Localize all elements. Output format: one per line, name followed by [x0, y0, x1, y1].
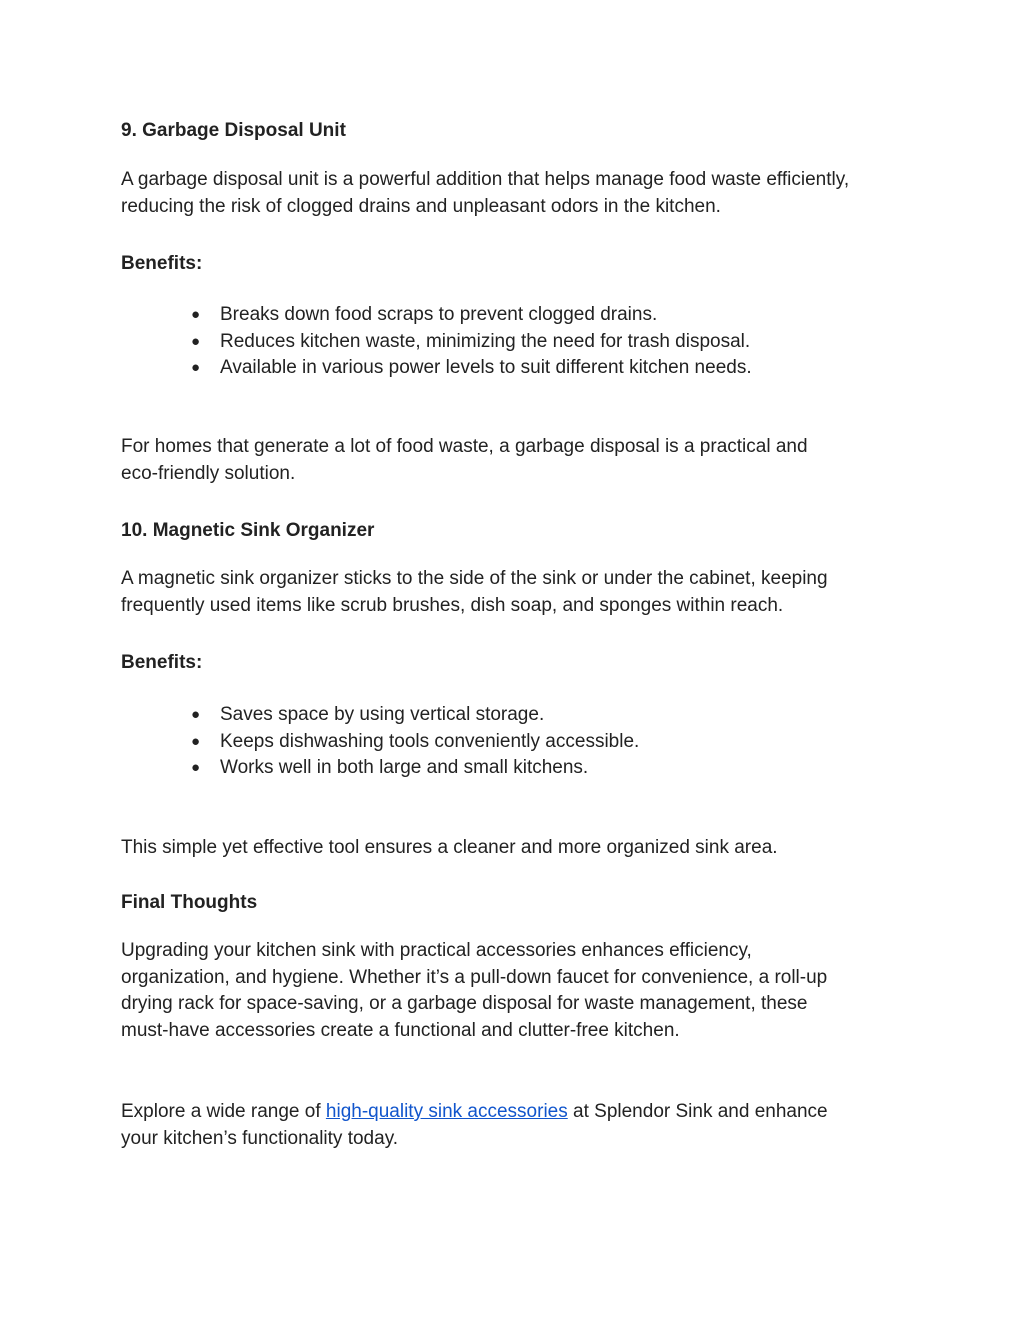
paragraph-line: reducing the risk of clogged drains and unpleasant odors in the kitchen. [121, 195, 721, 217]
list-item [121, 755, 639, 782]
paragraph-line: A magnetic sink organizer sticks to the side of the sink or under the cabinet, keeping [121, 568, 828, 589]
section-heading-magnetic-organizer: 10. Magnetic Sink Organizer [121, 520, 375, 541]
list-item-text: Keeps dishwashing tools conveniently accessible. [220, 730, 640, 752]
paragraph-line: organization, and hygiene. Whether it’s a pull-down faucet for convenience, a roll-up [121, 966, 828, 988]
bullet-icon: ● [191, 359, 201, 376]
paragraph-line: eco-friendly solution. [121, 462, 296, 484]
paragraph-line: Upgrading your kitchen sink with practical accessories enhances efficiency, [121, 940, 752, 961]
list-item [121, 729, 639, 756]
list-item [121, 302, 752, 329]
benefits-label: Benefits: [121, 253, 203, 274]
paragraph-line [121, 1099, 901, 1126]
bullet-icon: ● [191, 732, 201, 750]
call-to-action-paragraph [121, 1099, 901, 1152]
paragraph-line: A garbage disposal unit is a powerful addition that helps manage food waste efficiently, [121, 169, 850, 190]
paragraph-line: must-have accessories create a functional and clutter-free kitchen. [121, 1019, 680, 1041]
final-thoughts-paragraph [121, 938, 901, 1044]
section-heading-garbage-disposal: 9. Garbage Disposal Unit [121, 120, 346, 141]
section-intro-garbage-disposal [121, 167, 901, 220]
paragraph-line: drying rack for space-saving, or a garbage disposal for waste management, these [121, 993, 808, 1014]
list-item [121, 702, 639, 729]
paragraph-line: This simple yet effective tool ensures a cleaner and more organized sink area. [121, 837, 778, 858]
benefits-list-garbage-disposal [121, 302, 752, 382]
section-closing-garbage-disposal [121, 434, 901, 487]
list-item-text: Breaks down food scraps to prevent clogged drains. [220, 304, 658, 325]
final-thoughts-heading: Final Thoughts [121, 892, 258, 913]
section-closing-magnetic-organizer [121, 835, 901, 862]
bullet-icon: ● [191, 759, 201, 776]
cta-text-after-link: at Splendor Sink and enhance [567, 1101, 828, 1122]
list-item [121, 355, 752, 382]
benefits-label: Benefits: [121, 652, 203, 673]
list-item-text: Works well in both large and small kitchens. [220, 757, 589, 778]
paragraph-line: For homes that generate a lot of food waste, a garbage disposal is a practical and [121, 436, 808, 457]
bullet-icon: ● [191, 706, 201, 723]
cta-text-before-link: Explore a wide range of [121, 1101, 326, 1122]
list-item [121, 329, 752, 356]
paragraph-line: your kitchen’s functionality today. [121, 1127, 399, 1149]
benefits-list-magnetic-organizer [121, 702, 639, 782]
sink-accessories-link[interactable]: high-quality sink accessories [325, 1101, 568, 1122]
list-item-text: Saves space by using vertical storage. [220, 704, 545, 725]
list-item-text: Reduces kitchen waste, minimizing the need for trash disposal. [220, 330, 751, 352]
paragraph-line: frequently used items like scrub brushes, dish soap, and sponges within reach. [121, 594, 784, 616]
bullet-icon: ● [191, 332, 201, 350]
bullet-icon: ● [191, 306, 201, 323]
section-intro-magnetic-organizer [121, 566, 901, 619]
list-item-text: Available in various power levels to suit different kitchen needs. [220, 357, 752, 378]
